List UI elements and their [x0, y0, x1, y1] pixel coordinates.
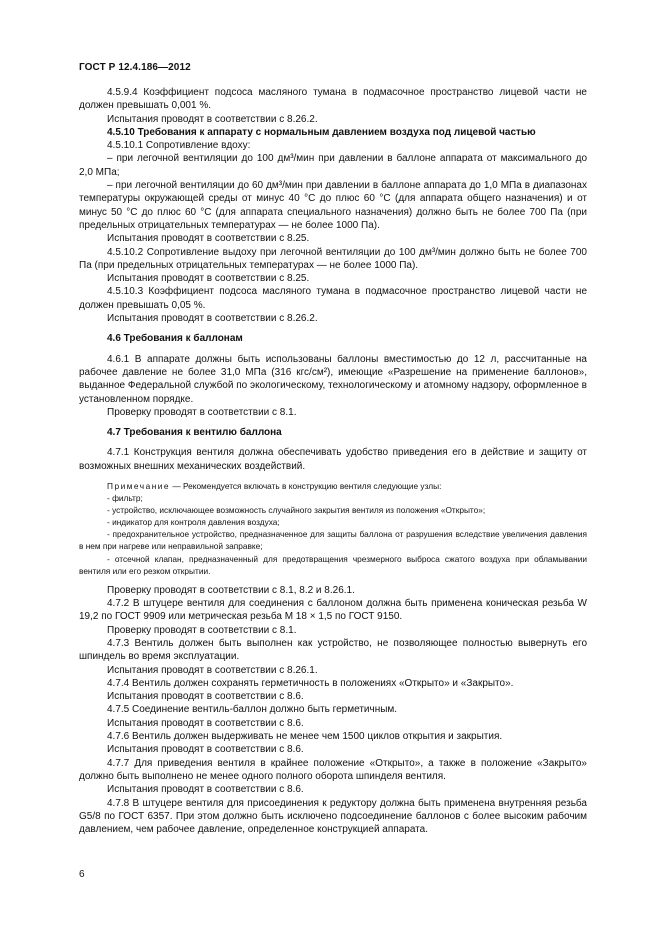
- paragraph: 4.7.8 В штуцере вентиля для присоединения к редуктору должна быть применена внутренняя резьба G5/8 по ГОСТ 6357. При этом должно быть исключено подсоединение баллонов с более высоким рабочим давлением, чем рабочее давление, определенное конструкцией аппарата.: [79, 797, 587, 836]
- paragraph: 4.7.5 Соединение вентиль-баллон должно быть герметичным.: [107, 704, 398, 716]
- paragraph: 4.7.4 Вентиль должен сохранять герметичность в положениях «Открыто» и «Закрыто».: [107, 677, 514, 689]
- paragraph: 4.7.6 Вентиль должен выдерживать не менее чем 1500 циклов открытия и закрытия.: [107, 731, 503, 743]
- paragraph: Испытания проводят в соответствии с 8.25.: [107, 273, 310, 285]
- paragraph: 4.5.10.3 Коэффициент подсоса масляного тумана в подмасочное пространство лицевой части не должен превышать 0,05 %.: [79, 286, 587, 311]
- paragraph: Проверку проводят в соответствии с 8.1.: [107, 624, 297, 636]
- paragraph: Испытания проводят в соответствии с 8.6.: [107, 784, 304, 796]
- paragraph: 4.7.1 Конструкция вентиля должна обеспечивать удобство приведения его в действие и защиту от возможных внешних механических воздействий.: [79, 447, 587, 472]
- paragraph: Испытания проводят в соответствии с 8.25.: [107, 233, 310, 245]
- note-lead-line: [79, 480, 587, 492]
- paragraph: – при легочной вентиляции до 60 дм³/мин при давлении в баллоне аппарата до 1,0 МПа в диапазонах температуры окружающей среды от минус 40 °С до плюс 60 °С (для аппарата общего назначения) и от минус 50 °С до плюс 60 °С (для аппарата специального назначения) должно быть не более 700 Па (при предельных отрицательных температурах — не более 1000 Па).: [79, 180, 587, 231]
- paragraph: 4.5.9.4 Коэффициент подсоса масляного тумана в подмасочное пространство лицевой части не должен превышать 0,001 %.: [79, 87, 587, 112]
- paragraph: Испытания проводят в соответствии с 8.6.: [107, 717, 304, 729]
- note-item: - устройство, исключающее возможность случайного закрытия вентиля из положения «Открыто»;: [107, 505, 486, 516]
- paragraph: Испытания проводят в соответствии с 8.26.2.: [107, 113, 318, 125]
- page-number: 6: [79, 869, 85, 880]
- paragraph: Испытания проводят в соответствии с 8.26.2.: [107, 313, 318, 325]
- paragraph: 4.7.7 Для приведения вентиля в крайнее положение «Открыто», а также в положение «Закрыто» должно быть выполнено не менее одного полного оборота шпинделя вентиля.: [79, 757, 587, 782]
- note-item: - отсечной клапан, предназначенный для предотвращения чрезмерного выброса сжатого воздуха при обламывании вентиля или его резком открытии.: [79, 553, 587, 576]
- note-item: - индикатор для контроля давления воздуха;: [107, 517, 280, 528]
- paragraph: – при легочной вентиляции до 100 дм³/мин при давлении в баллоне аппарата от максимального до 2,0 МПа;: [79, 153, 587, 178]
- paragraph: 4.5.10.1 Сопротивление вдоху:: [107, 140, 251, 152]
- paragraph: Проверку проводят в соответствии с 8.1, 8.2 и 8.26.1.: [107, 584, 355, 596]
- paragraph: 4.5.10.2 Сопротивление выдоху при легочной вентиляции до 100 дм³/мин должно быть не более 700 Па (при предельных отрицательных температурах — не более 1000 Па).: [79, 246, 587, 271]
- section-heading: 4.7 Требования к вентилю баллона: [107, 427, 282, 439]
- document-body: [79, 86, 587, 836]
- section-heading: 4.5.10 Требования к аппарату с нормальным давлением воздуха под лицевой частью: [107, 126, 536, 138]
- paragraph: Проверку проводят в соответствии с 8.1.: [107, 406, 297, 418]
- note-item: - предохранительное устройство, предназначенное для защиты баллона от разрушения вследствие увеличения давления в нем при нагреве или неправильной заправке;: [79, 529, 587, 552]
- note-lead-text: — Рекомендуется включать в конструкцию вентиля следующие узлы:: [170, 481, 442, 492]
- paragraph: Испытания проводят в соответствии с 8.6.: [107, 744, 304, 756]
- paragraph: 4.6.1 В аппарате должны быть использованы баллоны вместимостью до 12 л, рассчитанные на рабочее давление не более 31,0 МПа (316 кгс/см²), имеющие «Разрешение на применение баллонов», выданное Федеральной службой по экологическому, технологическому и атомному надзору, оформленное в установленном порядке.: [79, 353, 587, 405]
- note-label: Примечание: [107, 481, 171, 492]
- section-heading: 4.6 Требования к баллонам: [107, 333, 243, 345]
- note-block: [79, 480, 587, 577]
- document-header: ГОСТ Р 12.4.186—2012: [79, 62, 191, 73]
- note-item: - фильтр;: [107, 493, 143, 504]
- paragraph: 4.7.3 Вентиль должен быть выполнен как устройство, не позволяющее полностью вывернуть его шпиндель во время эксплуатации.: [79, 637, 587, 663]
- paragraph: 4.7.2 В штуцере вентиля для соединения с баллоном должна быть применена коническая резьба W 19,2 по ГОСТ 9909 или метрическая резьба М 18 × 1,5 по ГОСТ 9150.: [79, 598, 587, 623]
- paragraph: Испытания проводят в соответствии с 8.26.1.: [107, 664, 318, 676]
- paragraph: Испытания проводят в соответствии с 8.6.: [107, 691, 304, 703]
